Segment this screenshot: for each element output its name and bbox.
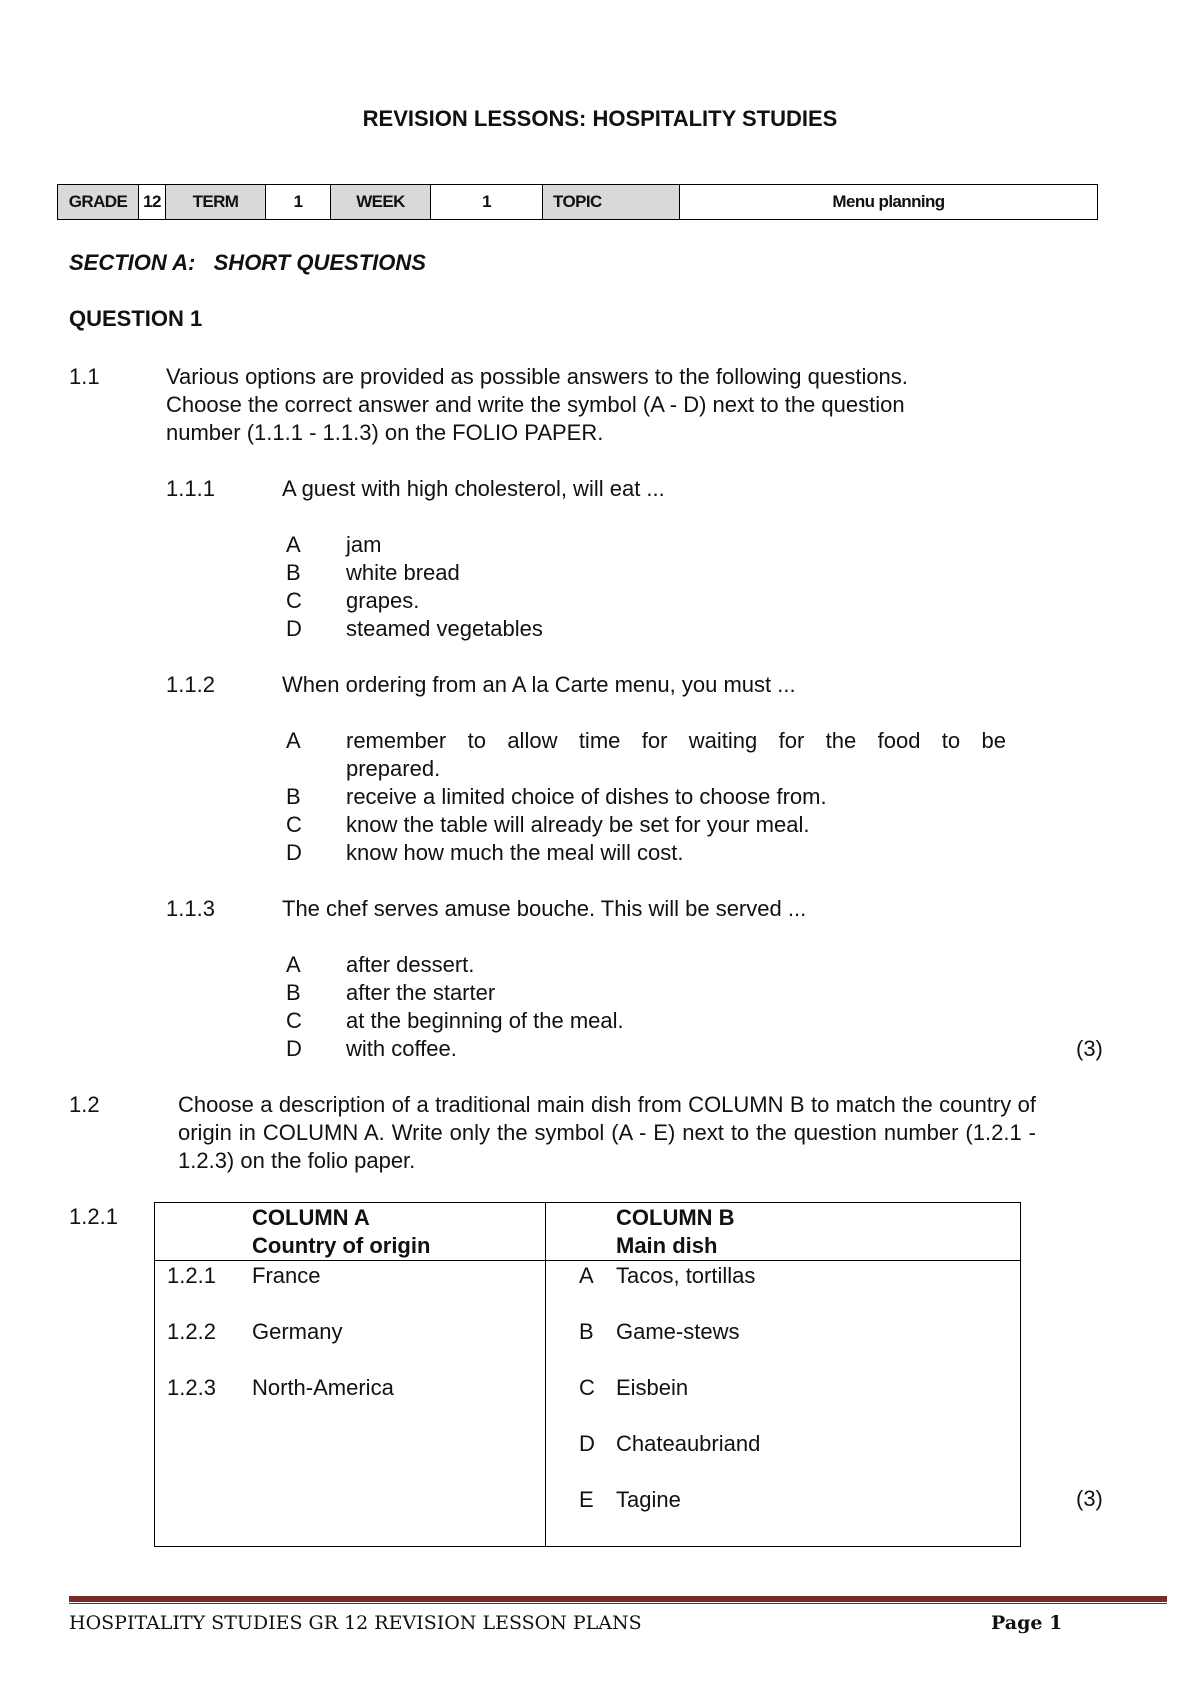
option-letter: B [286, 560, 301, 585]
column-a-title: COLUMN A [252, 1205, 370, 1230]
term-label: TERM [166, 185, 266, 220]
option-letter: D [286, 1036, 302, 1061]
sub-question-number: 1.1.3 [166, 896, 215, 921]
option-letter: B [286, 980, 301, 1005]
question-number: 1.2 [69, 1092, 100, 1117]
instruction-line: number (1.1.1 - 1.1.3) on the FOLIO PAPER. [166, 420, 604, 445]
column-b-dish: Game-stews [616, 1319, 740, 1344]
column-a-subtitle: Country of origin [252, 1233, 431, 1258]
option-letter: D [286, 616, 302, 641]
week-value: 1 [431, 185, 543, 220]
option-letter: C [286, 588, 302, 613]
column-b-dish: Eisbein [616, 1375, 689, 1400]
column-b-dish: Chateaubriand [616, 1431, 761, 1456]
column-b-letter: A [579, 1263, 594, 1288]
footer-rule-thin [69, 1603, 1167, 1604]
term-value: 1 [266, 185, 331, 220]
marks-allocation: (3) [1076, 1486, 1103, 1511]
option-letter: A [286, 532, 301, 557]
option-text: grapes. [346, 588, 420, 613]
option-text-continued: prepared. [346, 756, 441, 781]
column-a-country: Germany [252, 1319, 343, 1344]
column-a-number: 1.2.1 [167, 1263, 216, 1288]
instruction-paragraph: Choose a description of a traditional main dish from COLUMN B to match the country of origin in COLUMN A. Write only the symbol (A - E) next to the question number (1.2.1 - 1.2.3) on the folio paper. [178, 1092, 1036, 1173]
option-text: after dessert. [346, 952, 475, 977]
option-text: with coffee. [346, 1036, 457, 1061]
column-a-number: 1.2.3 [167, 1375, 216, 1400]
lesson-info-table [57, 184, 1098, 220]
page-number: Page 1 [991, 1612, 1063, 1634]
footer-title: HOSPITALITY STUDIES GR 12 REVISION LESSON PLANS [69, 1612, 642, 1634]
option-text: know how much the meal will cost. [346, 840, 684, 865]
option-text: remember to allow time for waiting for the food to be [346, 728, 1006, 753]
matching-table [154, 1202, 1021, 1547]
column-b-dish: Tagine [616, 1487, 681, 1512]
sub-question-number: 1.1.2 [166, 672, 215, 697]
option-letter: C [286, 1008, 302, 1033]
option-text: receive a limited choice of dishes to choose from. [346, 784, 827, 809]
marks-allocation: (3) [1076, 1036, 1103, 1061]
sub-question-number: 1.1.1 [166, 476, 215, 501]
option-text: at the beginning of the meal. [346, 1008, 624, 1033]
column-b-letter: E [579, 1487, 594, 1512]
option-text: steamed vegetables [346, 616, 543, 641]
option-letter: A [286, 952, 301, 977]
question-stem: A guest with high cholesterol, will eat ... [282, 476, 665, 501]
column-a-number: 1.2.2 [167, 1319, 216, 1344]
column-b-subtitle: Main dish [616, 1233, 718, 1258]
column-divider [545, 1203, 546, 1546]
column-b-title: COLUMN B [616, 1205, 735, 1230]
page-title: REVISION LESSONS: HOSPITALITY STUDIES [362, 106, 838, 131]
topic-value: Menu planning [680, 185, 1098, 220]
question-heading: QUESTION 1 [69, 306, 203, 331]
header-divider [155, 1260, 1020, 1261]
week-label: WEEK [331, 185, 431, 220]
option-text: after the starter [346, 980, 496, 1005]
option-letter: D [286, 840, 302, 865]
column-a-country: North-America [252, 1375, 394, 1400]
footer-rule [69, 1596, 1167, 1602]
column-a-country: France [252, 1263, 321, 1288]
topic-label: TOPIC [543, 185, 680, 220]
column-b-dish: Tacos, tortillas [616, 1263, 756, 1288]
question-stem: When ordering from an A la Carte menu, you must ... [282, 672, 796, 697]
section-heading: SECTION A: SHORT QUESTIONS [69, 250, 426, 275]
sub-question-number: 1.2.1 [69, 1204, 118, 1229]
grade-label: GRADE [58, 185, 139, 220]
option-text: jam [346, 532, 382, 557]
grade-value: 12 [139, 185, 166, 220]
instruction-line: Various options are provided as possible answers to the following questions. [166, 364, 908, 389]
option-text: know the table will already be set for your meal. [346, 812, 810, 837]
instruction-line: Choose the correct answer and write the symbol (A - D) next to the question [166, 392, 905, 417]
option-letter: C [286, 812, 302, 837]
option-text: white bread [346, 560, 460, 585]
option-letter: B [286, 784, 301, 809]
question-stem: The chef serves amuse bouche. This will be served ... [282, 896, 807, 921]
question-number: 1.1 [69, 364, 100, 389]
option-letter: A [286, 728, 301, 753]
column-b-letter: C [579, 1375, 595, 1400]
column-b-letter: B [579, 1319, 594, 1344]
column-b-letter: D [579, 1431, 595, 1456]
